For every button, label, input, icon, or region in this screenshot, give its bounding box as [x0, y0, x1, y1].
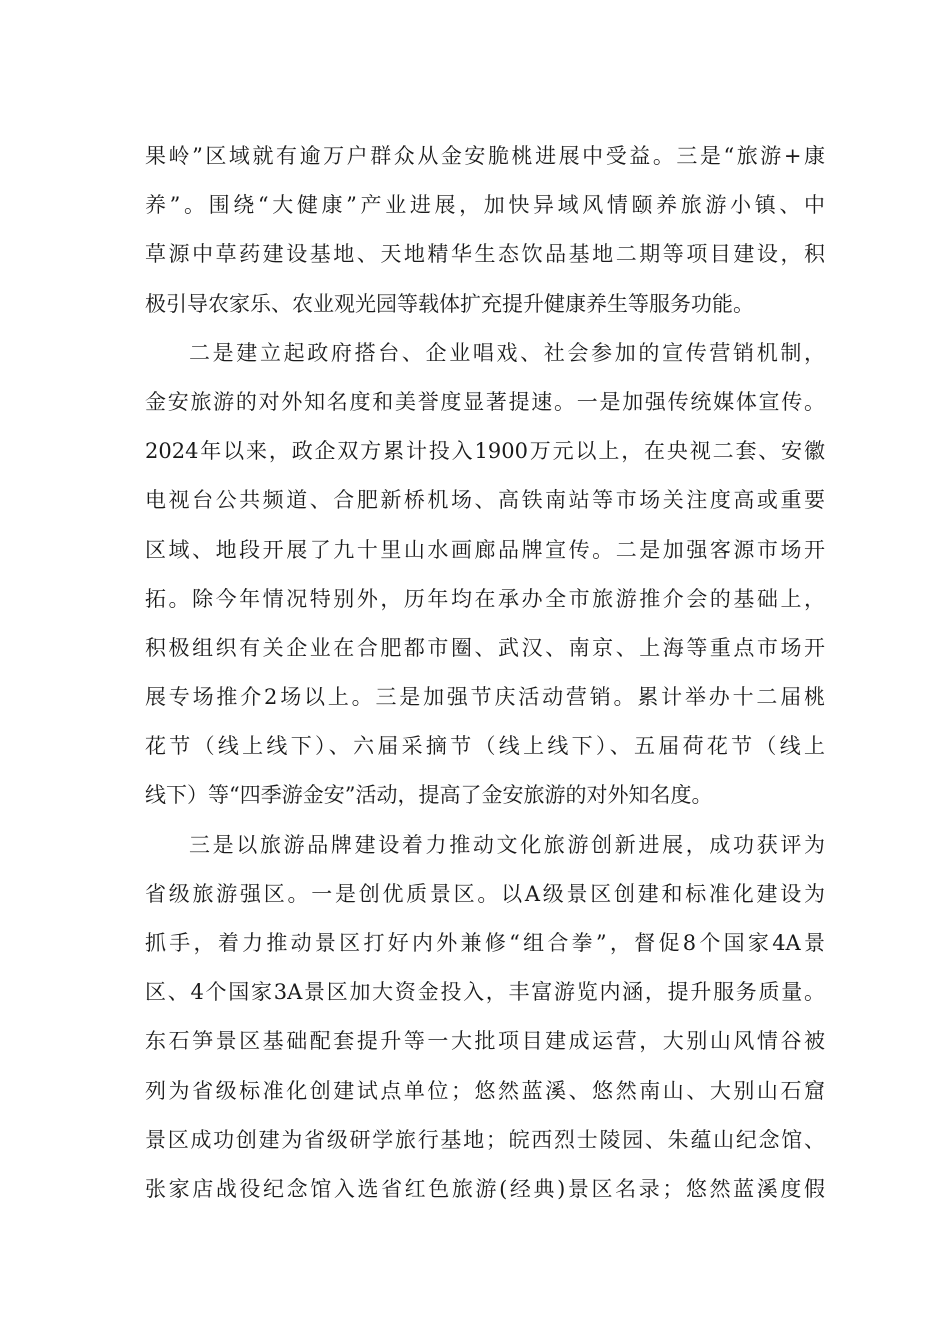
text-line: 积极组织有关企业在合肥都市圈、武汉、南京、上海等重点市场开	[145, 635, 825, 660]
text-line: 草源中草药建设基地、天地精华生态饮品基地二期等项目建设，积	[145, 242, 825, 267]
text-line: 列为省级标准化创建试点单位；悠然蓝溪、悠然南山、大别山石窟	[145, 1078, 825, 1103]
text-line: 极引导农家乐、农业观光园等载体扩充提升健康养生等服务功能。	[145, 291, 754, 316]
text-line: 展专场推介2场以上。三是加强节庆活动营销。累计举办十二届桃	[145, 685, 825, 710]
text-line: 张家店战役纪念馆入选省红色旅游(经典)景区名录；悠然蓝溪度假	[145, 1176, 825, 1201]
text-line: 果岭”区域就有逾万户群众从金安脆桃进展中受益。三是“旅游+康	[145, 144, 825, 168]
text-line: 抓手，着力推动景区打好内外兼修“组合拳”，督促8个国家4A景	[145, 931, 825, 955]
body-text	[145, 132, 825, 1214]
text-line: 金安旅游的对外知名度和美誉度显著提速。一是加强传统媒体宣传。	[145, 389, 825, 414]
text-line: 花节（线上线下）、六届采摘节（线上线下）、五届荷花节（线上	[145, 734, 825, 759]
text-line: 二是建立起政府搭台、企业唱戏、社会参加的宣传营销机制，	[189, 340, 825, 365]
text-line: 省级旅游强区。一是创优质景区。以A级景区创建和标准化建设为	[145, 881, 825, 906]
text-line: 景区成功创建为省级研学旅行基地；皖西烈士陵园、朱蕴山纪念馆、	[145, 1127, 825, 1152]
text-line: 线下）等“四季游金安”活动，提高了金安旅游的对外知名度。	[145, 783, 713, 808]
text-line: 区、4个国家3A景区加大资金投入，丰富游览内涵，提升服务质量。	[145, 980, 825, 1005]
text-line: 养”。围绕“大健康”产业进展，加快异域风情颐养旅游小镇、中	[145, 193, 825, 218]
text-line: 拓。除今年情况特别外，历年均在承办全市旅游推介会的基础上，	[145, 586, 825, 611]
text-line: 电视台公共频道、合肥新桥机场、高铁南站等市场关注度高或重要	[145, 488, 825, 513]
text-line: 三是以旅游品牌建设着力推动文化旅游创新进展，成功获评为	[189, 832, 825, 857]
text-line: 区域、地段开展了九十里山水画廊品牌宣传。二是加强客源市场开	[145, 537, 825, 562]
text-line: 东石笋景区基础配套提升等一大批项目建成运营，大别山风情谷被	[145, 1029, 825, 1054]
text-line: 2024年以来，政企双方累计投入1900万元以上，在央视二套、安徽	[145, 439, 825, 464]
